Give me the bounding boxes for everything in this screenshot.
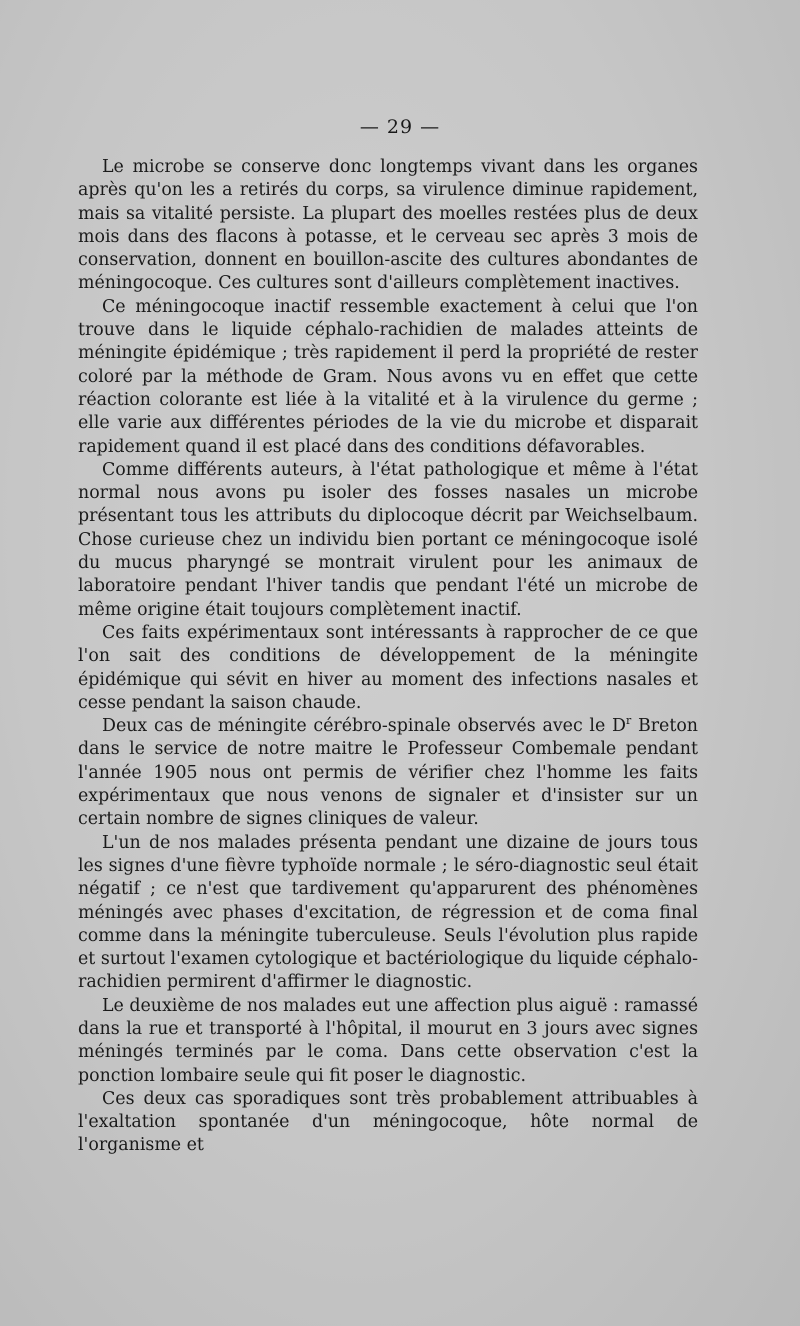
paragraph-5-end: Breton dans le service de notre maitre le Professeur Combemale pendant l'année 1905 nous ont permis de vérifier chez l'homme les faits expérimentaux que nous venons de signaler et d'insister sur un certain nombre de signes cliniques de valeur. xyxy=(78,716,698,830)
paragraph-4: Ces faits expérimentaux sont intéressants à rapprocher de ce que l'on sait des conditions de développement de la méningite épidémique qui sévit en hiver au moment des infections nasales et cesse pendant la saison chaude. xyxy=(78,622,698,713)
page-number: — 29 — xyxy=(359,116,441,138)
paragraph-7: Le deuxième de nos malades eut une affection plus aiguë : ramassé dans la rue et transporté à l'hôpital, il mourut en 3 jours avec signes méningés terminés par le coma. Dans cette observation c'est la ponction lombaire seule qui fit poser le diagnostic. xyxy=(78,995,698,1086)
paragraph-8: Ces deux cas sporadiques sont très probablement attribuables à l'exaltation spontanée d'un méningocoque, hôte normal de l'organisme et xyxy=(78,1088,698,1156)
paragraph-5-start: Deux cas de méningite cérébro-spinale observés avec le D xyxy=(102,716,626,737)
paragraph-1: Le microbe se conserve donc longtemps vivant dans les organes après qu'on les a retirés du corps, sa virulence diminue rapidement, mais sa vitalité persiste. La plupart des moelles restées plus de deux mois dans des flacons à potasse, et le cerveau sec après 3 mois de conservation, donnent en bouillon-ascite des cultures abondantes de méningocoque. Ces cultures sont d'ailleurs complètement inactives. xyxy=(78,157,698,294)
paragraph-3: Comme différents auteurs, à l'état pathologique et même à l'état normal nous avons pu isoler des fosses nasales un microbe présentant tous les attributs du diplocoque décrit par Weichselbaum. Chose curieuse chez un individu bien portant ce méningocoque isolé du mucus pharyngé se montrait virulent pour les animaux de laboratoire pendant l'hiver tandis que pendant l'été un microbe de même origine était toujours complètement inactif. xyxy=(78,459,698,620)
paragraph-5 xyxy=(78,715,698,831)
paragraph-2: Ce méningocoque inactif ressemble exactement à celui que l'on trouve dans le liquide céphalo-rachidien de malades atteints de méningite épidémique ; très rapidement il perd la propriété de rester coloré par la méthode de Gram. Nous avons vu en effet que cette réaction colorante est liée à la vitalité et à la virulence du germe ; elle varie aux différentes périodes de la vie du microbe et disparait rapidement quand il est placé dans des conditions défavorables. xyxy=(78,296,698,457)
body-text xyxy=(78,156,698,1158)
doctor-superscript: r xyxy=(625,714,632,728)
paragraph-6: L'un de nos malades présenta pendant une dizaine de jours tous les signes d'une fièvre typhoïde normale ; le séro-diagnostic seul était négatif ; ce n'est que tardivement qu'apparurent des phénomènes méningés avec phases d'excitation, de régression et de coma final comme dans la méningite tuberculeuse. Seuls l'évolution plus rapide et surtout l'examen cytologique et bactériologique du liquide céphalo-rachidien permirent d'affirmer le diagnostic. xyxy=(78,832,698,993)
